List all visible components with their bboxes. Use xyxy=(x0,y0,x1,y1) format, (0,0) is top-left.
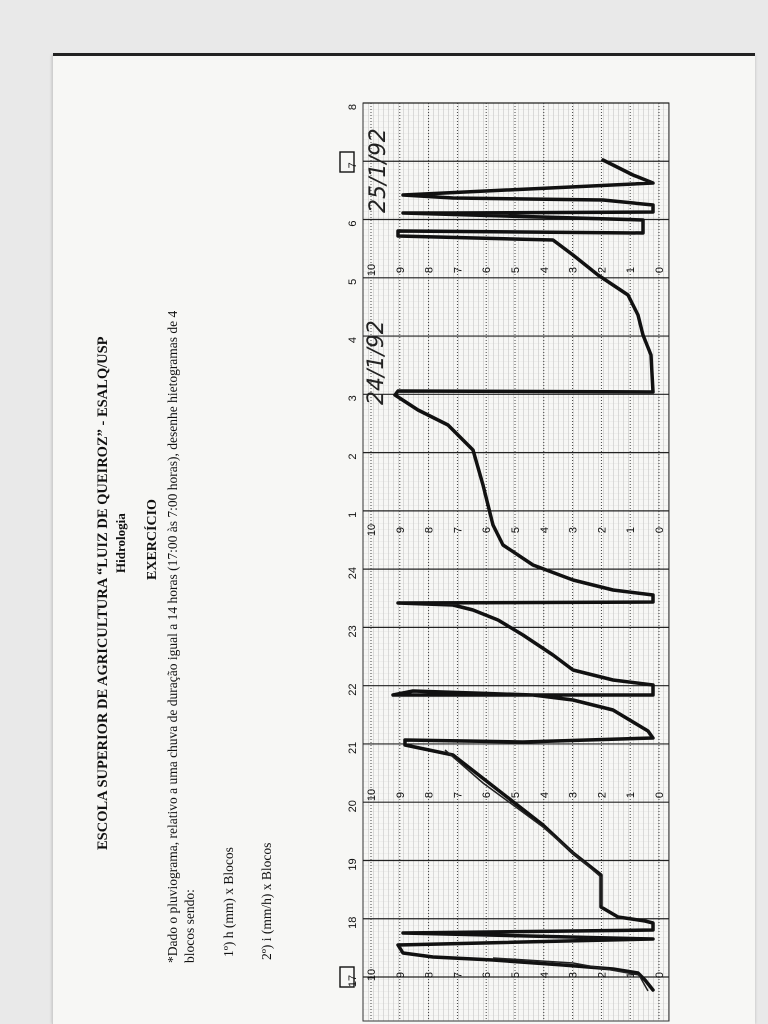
item-2: 2º) i (mm/h) x Blocos xyxy=(259,842,274,960)
scale-tick-label: 10 xyxy=(366,788,378,802)
scale-tick-label: 1 xyxy=(625,266,638,274)
scale-tick-label: 7 xyxy=(452,791,465,799)
hour-tick-label: 19 xyxy=(347,858,359,871)
scale-tick-label: 4 xyxy=(538,791,551,799)
scale-tick-label: 10 xyxy=(366,523,378,537)
scale-tick-label: 3 xyxy=(567,791,580,799)
hour-tick-label: 3 xyxy=(347,395,359,402)
scale-tick-label: 1 xyxy=(625,791,638,799)
scale-tick-label: 3 xyxy=(567,526,580,534)
scale-tick-label: 0 xyxy=(654,971,666,979)
hour-tick-label: 21 xyxy=(347,741,359,755)
scale-tick-label: 9 xyxy=(394,791,407,799)
course-title: Hidrologia xyxy=(113,513,128,573)
scale-tick-label: 0 xyxy=(654,266,666,274)
scale-tick-label: 3 xyxy=(567,266,580,274)
scale-tick-label: 9 xyxy=(394,971,407,979)
scale-tick-label: 8 xyxy=(423,526,436,534)
scale-tick-label: 5 xyxy=(510,266,522,274)
document-page xyxy=(52,55,755,1024)
scale-tick-label: 9 xyxy=(394,266,407,274)
handwritten-date-2: 25/1/92 xyxy=(366,128,391,213)
scale-tick-label: 2 xyxy=(596,971,609,979)
hour-tick-labels xyxy=(347,104,359,987)
scale-tick-label: 10 xyxy=(366,968,378,982)
hour-tick-label: 1 xyxy=(347,511,359,518)
scale-tick-label: 4 xyxy=(538,266,551,274)
hour-tick-label: 22 xyxy=(347,683,359,696)
scale-tick-label: 4 xyxy=(538,526,551,534)
prompt-line-2: blocos sendo: xyxy=(182,889,197,963)
scale-tick-label: 6 xyxy=(481,791,494,799)
prompt-line-1: *Dado o pluviograma, relativo a uma chuva de duração igual a 14 horas (17:00 às 7:00 horas), desenhe hietogramas de 4 xyxy=(165,310,180,963)
hour-tick-label: 23 xyxy=(347,625,359,638)
scale-tick-label: 2 xyxy=(596,266,609,274)
hour-tick-label: 7 xyxy=(347,162,359,169)
scale-tick-label: 8 xyxy=(423,791,436,799)
scale-tick-label: 2 xyxy=(596,791,609,799)
hour-tick-label: 5 xyxy=(347,278,359,285)
scale-tick-label: 0 xyxy=(654,526,666,534)
scale-tick-label: 6 xyxy=(481,266,494,274)
scale-tick-label: 6 xyxy=(481,971,494,979)
scale-tick-label: 2 xyxy=(596,526,609,534)
scale-tick-label: 0 xyxy=(654,791,666,799)
institution-heading: ESCOLA SUPERIOR DE AGRICULTURA “LUIZ DE QUEIROZ” - ESALQ/USP xyxy=(95,336,111,850)
hour-tick-label: 4 xyxy=(347,337,359,344)
scale-tick-label: 4 xyxy=(538,971,551,979)
scale-tick-label: 7 xyxy=(452,526,465,534)
scale-tick-label: 10 xyxy=(366,263,378,277)
scale-tick-label: 5 xyxy=(510,791,522,799)
scale-tick-label: 8 xyxy=(423,266,436,274)
scale-tick-label: 5 xyxy=(510,526,522,534)
scale-tick-label: 6 xyxy=(481,526,494,534)
scale-tick-label: 3 xyxy=(567,971,580,979)
hour-tick-label: 24 xyxy=(347,567,359,580)
hour-tick-label: 8 xyxy=(347,103,359,111)
hour-tick-label: 20 xyxy=(347,800,359,813)
scale-tick-label: 1 xyxy=(625,526,638,534)
hour-tick-label: 18 xyxy=(347,916,359,929)
hour-tick-label: 2 xyxy=(347,453,359,460)
scale-tick-label: 1 xyxy=(625,971,638,979)
handwritten-date-1: 24/1/92 xyxy=(364,320,389,405)
scale-tick-label: 9 xyxy=(394,526,407,534)
exercise-title: EXERCÍCIO xyxy=(145,499,160,580)
scale-tick-label: 7 xyxy=(452,266,465,274)
hour-tick-label: 17 xyxy=(347,974,359,988)
item-1: 1º) h (mm) x Blocos xyxy=(221,847,236,957)
scale-tick-label: 5 xyxy=(510,971,522,979)
scale-tick-label: 8 xyxy=(423,971,436,979)
hour-tick-label: 6 xyxy=(347,220,359,227)
scale-tick-label: 7 xyxy=(452,971,465,979)
